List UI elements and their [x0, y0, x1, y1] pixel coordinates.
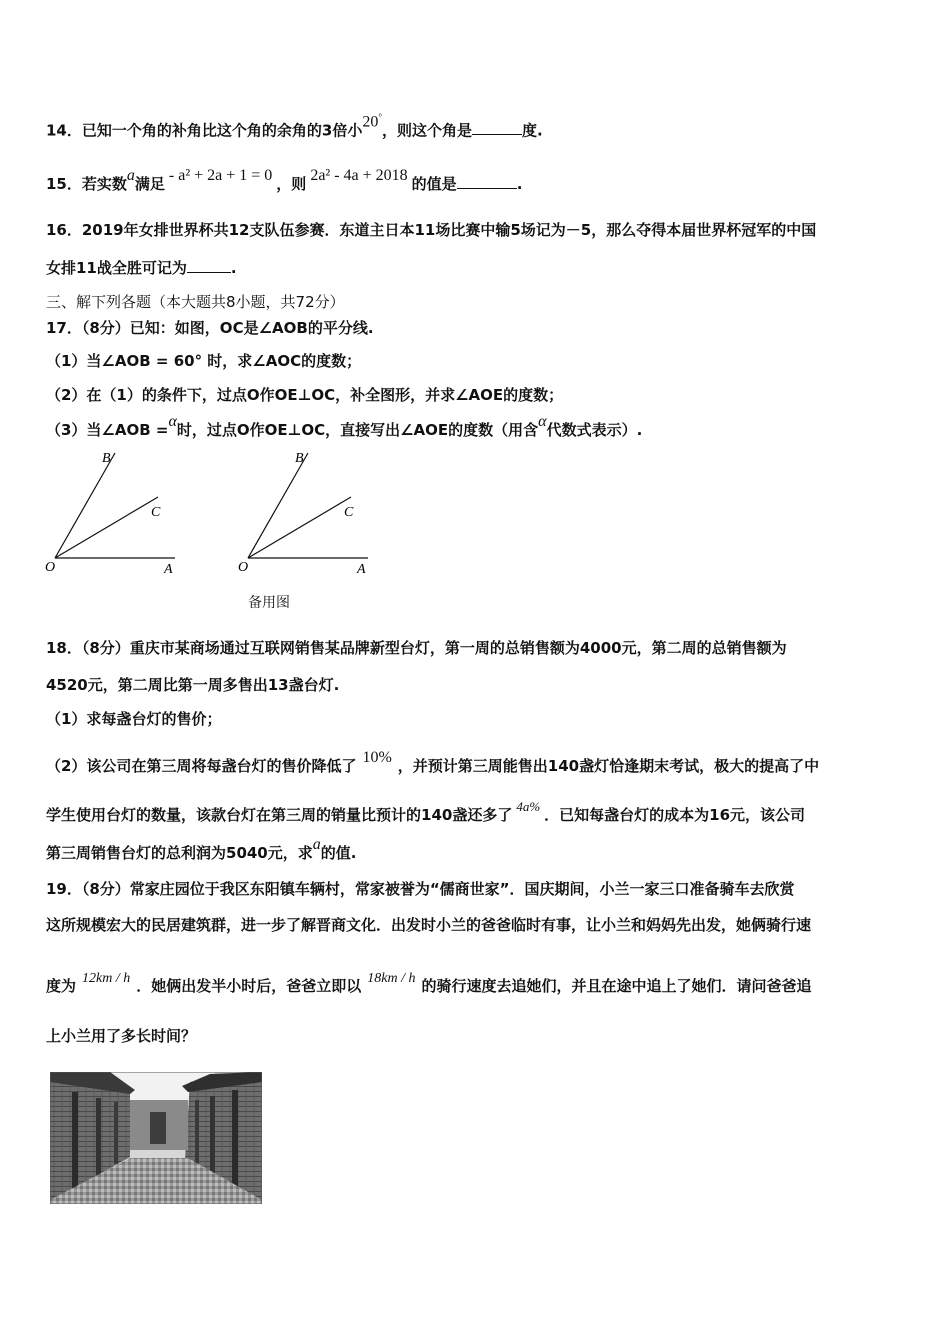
q15-expression: 2a² - 4a + 2018 — [310, 167, 408, 184]
q18-pct-10: 10% — [362, 749, 392, 766]
q14-angle-math: 20° — [362, 112, 382, 131]
q18-part2-line2-b: ．已知每盏台灯的成本为16元，该公司 — [544, 806, 806, 824]
q18-part1: （1）求每盏台灯的售价； — [46, 710, 222, 728]
courtyard-photo — [50, 1072, 262, 1204]
q15-equation: - a² + 2a + 1 = 0 — [168, 167, 273, 184]
q16-line1: 16．2019年女排世界杯共12支队伍参赛．东道主日本11场比赛中输5场记为－5，那么夺得本届世界杯冠军的中国 — [46, 221, 817, 239]
q18-part2-line3-a: 第三周销售台灯的总利润为5040元，求 — [46, 844, 313, 862]
q17-alpha2: α — [538, 413, 547, 430]
label-b: B — [102, 451, 111, 466]
q18-line2: 4520元，第二周比第一周多售出13盏台灯. — [46, 676, 340, 694]
q16-answer-blank[interactable] — [187, 258, 231, 273]
q18-part2-a: （2）该公司在第三周将每盏台灯的售价降低了 — [46, 757, 357, 775]
q17-part3-a: （3）当∠AOB = — [46, 421, 169, 439]
q16-line2 — [46, 258, 237, 278]
q15-text-d: 的值是 — [411, 175, 457, 193]
q14-text-c: 度. — [521, 121, 543, 140]
q17-alpha: α — [168, 413, 177, 430]
q14-answer-blank[interactable] — [472, 120, 522, 135]
label-c: C — [151, 505, 161, 520]
q16-text-a: 女排11战全胜可记为 — [46, 259, 187, 277]
q15-var-a: a — [126, 167, 135, 184]
label-c-spare: C — [344, 505, 354, 520]
q19-line3-c: 的骑行速度去追她们，并且在途中追上了她们．请问爸爸追 — [421, 977, 812, 995]
q17-part2: （2）在（1）的条件下，过点O作OE⊥OC，补全图形，并求∠AOE的度数； — [46, 386, 564, 404]
label-b-spare: B — [295, 451, 304, 466]
q17-figures — [30, 445, 370, 590]
q17-part1: （1）当∠AOB = 60° 时，求∠AOC的度数； — [46, 352, 362, 370]
q15-text-e: . — [516, 175, 523, 193]
q18-line1: 18．（8分）重庆市某商场通过互联网销售某品牌新型台灯，第一周的总销售额为4000元，第二周的总销售额为 — [46, 639, 787, 657]
q18-part2-line2 — [46, 799, 806, 826]
q19-line2: 这所规模宏大的民居建筑群，进一步了解晋商文化．出发时小兰的爸爸临时有事，让小兰和妈妈先出发，她俩骑行速 — [46, 916, 812, 934]
q19-line1: 19．（8分）常家庄园位于我区东阳镇车辆村，常家被誉为“儒商世家”．国庆期间，小兰一家三口准备骑车去欣赏 — [46, 880, 795, 898]
q14-text: 14．已知一个角的补角比这个角的余角的3倍小 — [46, 121, 363, 140]
q17-part3-b: 时，过点O作OE⊥OC，直接写出∠AOE的度数（用含 — [176, 421, 539, 439]
q15-line — [46, 167, 523, 195]
q19-line4: 上小兰用了多长时间？ — [46, 1027, 197, 1045]
label-o: O — [45, 560, 56, 575]
q18-var-a: a — [312, 836, 321, 853]
ray-oc — [55, 497, 158, 558]
q17-figure-spare — [238, 451, 368, 577]
q17-stem: 17．（8分）已知：如图，OC是∠AOB的平分线. — [46, 319, 374, 337]
ray-ob-spare — [248, 453, 308, 558]
q15-answer-blank[interactable] — [457, 174, 517, 189]
q19-line3-a: 度为 — [46, 977, 77, 995]
q15-text-a: 15．若实数 — [46, 175, 127, 193]
q15-text-b: 满足 — [134, 175, 165, 193]
ray-oc-spare — [248, 497, 351, 558]
q16-text-b: . — [230, 259, 237, 277]
q17-part3 — [46, 413, 643, 441]
q15-text-c: ，则 — [276, 175, 307, 193]
q17-part3-c: 代数式表示）. — [546, 421, 643, 439]
q18-pct-4a: 4a% — [516, 799, 541, 814]
q18-part2-line1 — [46, 749, 820, 777]
spare-figure-caption: 备用图 — [248, 595, 290, 611]
label-a: A — [164, 562, 173, 577]
q18-part2-line2-a: 学生使用台灯的数量，该款台灯在第三周的销量比预计的140盏还多了 — [46, 806, 513, 824]
label-o-spare: O — [238, 560, 249, 575]
q19-line3 — [46, 971, 812, 998]
label-a-spare: A — [357, 562, 366, 577]
q18-part2-b: ，并预计第三周能售出140盏灯恰逢期末考试，极大的提高了中 — [397, 757, 820, 775]
q19-speed1: 12km / h — [82, 971, 131, 986]
q14-text-b: ，则这个角是 — [381, 121, 472, 140]
q17-figure-main — [45, 451, 175, 577]
q19-speed2: 18km / h — [367, 971, 416, 986]
q19-line3-b: ．她俩出发半小时后，爸爸立即以 — [136, 977, 362, 995]
q14-line — [46, 112, 543, 141]
q18-part2-line3-b: 的值. — [320, 844, 357, 862]
q18-part2-line3 — [46, 836, 357, 864]
section-3-heading: 三、解下列各题（本大题共8小题，共72分） — [46, 293, 345, 311]
ray-ob — [55, 453, 115, 558]
